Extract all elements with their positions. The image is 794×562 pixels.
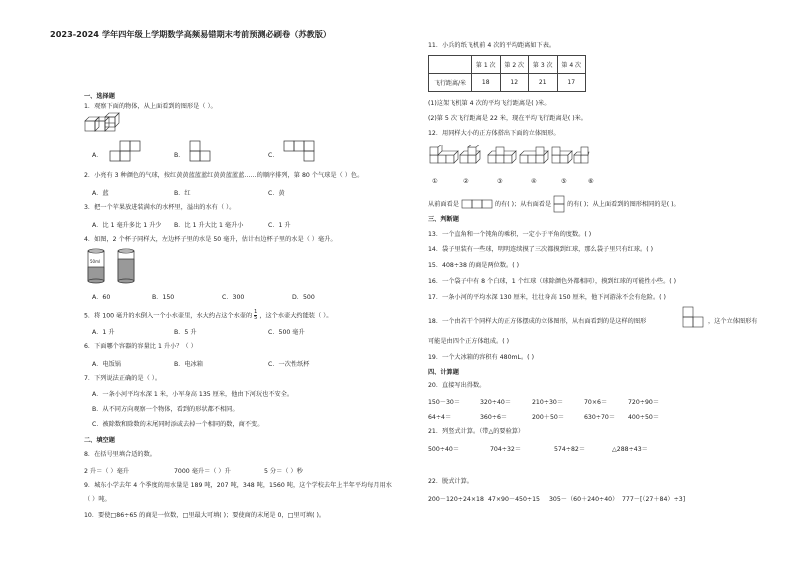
question-11-part-1: (1)这架飞机第 4 次的平均飞行距离是( )米。 (428, 100, 551, 107)
question-2: 2．小亮有 3 种颜色的气球，按红黄黄蓝蓝蓝红黄黄蓝蓝蓝……的顺序排列，第 80 个气球是（ ）色。 (84, 172, 364, 179)
question-4: 4．如图，2 个杯子同样大，左边杯子里的水是 50 毫升，估计右边杯子里的水是（ ）毫升。 (84, 236, 337, 243)
q5-denominator: 5 (254, 315, 258, 321)
table-row (429, 74, 586, 92)
question-15: 15．408÷38 的商是两位数。( ) (428, 262, 520, 269)
q20-item[interactable]: 70×6＝ (584, 399, 608, 406)
q8-blank-2[interactable]: 7000 毫升＝（ ）升 (174, 468, 231, 475)
question-12: 12．用同样大小的正方体搭出下面的立体图形。 (428, 130, 560, 137)
q1-option-a-shape (108, 140, 148, 162)
question-8: 8．在括号里填合适的数。 (84, 451, 156, 458)
table-header-row (429, 56, 586, 74)
q20-item[interactable]: 150－30＝ (428, 399, 461, 406)
q1-option-c[interactable]: C． (268, 152, 279, 159)
q12-front-view-shape (461, 199, 493, 209)
question-9: 9．城东小学去年 4 个季度的用水量是 189 吨，207 吨，348 吨，1560 吨，这个学校去年上半年平均每月用水 (84, 482, 392, 489)
q12-label-3: ③ (497, 178, 503, 185)
question-5 (84, 310, 332, 321)
question-19: 19．一个大冰箱的容积有 480mL。( ) (428, 354, 534, 361)
q5-option-c[interactable]: C．500 毫升 (268, 329, 305, 336)
q20-item[interactable]: 210÷30＝ (532, 399, 564, 406)
q20-item[interactable]: 320÷40＝ (480, 399, 512, 406)
question-22: 22．脱式计算。 (428, 478, 473, 485)
q3-option-c[interactable]: C．1 升 (268, 222, 291, 229)
q5-text: 5．将 100 毫升的水倒入一个小水壶里，水大约占这个水壶的 (84, 312, 253, 320)
question-7: 7．下列说法正确的是（ ）。 (84, 375, 162, 382)
q5-tail: ，这个水壶大约能装（ ）。 (259, 312, 333, 320)
q7-option-b[interactable]: B．从不同方向观察一个物体，看到的形状都不相同。 (92, 406, 239, 413)
table-cell: 17 (557, 74, 586, 92)
q20-item[interactable]: 360÷6＝ (480, 414, 508, 421)
q20-item[interactable]: 630÷70＝ (584, 414, 616, 421)
section-fill-heading: 二、填空题 (84, 437, 115, 444)
q6-option-c[interactable]: C．一次性纸杯 (268, 361, 310, 368)
q8-blank-3[interactable]: 5 分＝（ ）秒 (264, 468, 303, 475)
q18-text: 18．一个由若干个同样大的正方体摆成的立体图形，从右面看到的是这样的图形 (428, 318, 647, 325)
q8-blank-1[interactable]: 2 升＝（ ）毫升 (84, 468, 129, 475)
section-judge-heading: 三、判断题 (428, 216, 459, 223)
question-16: 16．一个袋子中有 8 个白球，1 个红球（球除颜色外都相同），摸到红球的可能性小些。( ) (428, 278, 677, 285)
table-header-cell (429, 56, 472, 74)
table-cell: 21 (529, 74, 558, 92)
q12-label-4: ④ (531, 178, 537, 185)
q2-option-b[interactable]: B．红 (174, 190, 191, 197)
q4-option-c[interactable]: C．300 (222, 294, 245, 301)
q5-numerator: 1 (254, 309, 258, 315)
q21-item[interactable]: 704÷32＝ (490, 446, 522, 453)
q4-option-a[interactable]: A．60 (92, 294, 111, 301)
q20-item[interactable]: 720÷90＝ (628, 399, 660, 406)
q6-option-a[interactable]: A．电饭锅 (92, 361, 121, 368)
question-11-part-2: (2)第 5 次飞行距离是 22 米，现在平均飞行距离是( )米。 (428, 115, 587, 122)
table-cell: 12 (500, 74, 529, 92)
q12-answer-line (428, 195, 680, 213)
q6-option-b[interactable]: B．电冰箱 (174, 361, 203, 368)
question-13: 13．一个直角和一个钝角的乘积，一定小于平角的度数。( ) (428, 231, 592, 238)
flight-distance-table (428, 55, 586, 92)
q12-right-view-shape (553, 195, 565, 213)
table-row-label: 飞行距离/米 (429, 74, 472, 92)
question-21: 21．列竖式计算。（带△的要验算） (428, 428, 525, 435)
q1-option-a[interactable]: A． (92, 152, 103, 159)
q7-option-c[interactable]: C．被除数和除数的末尾同时添或去掉一个相同的数，商不变。 (92, 421, 264, 428)
q22-item[interactable]: 305－（60＋240÷40） (549, 496, 619, 503)
q20-item[interactable]: 64÷4＝ (428, 414, 452, 421)
q12-cube-figures (428, 145, 590, 177)
table-header-cell: 第 4 次 (557, 56, 586, 74)
q21-item[interactable]: 574÷82＝ (554, 446, 586, 453)
question-10: 10．要使□86÷65 的商是一位数，□里最大可填( )；要使商的末尾是 0，□里可填( )。 (84, 512, 326, 519)
question-18 (428, 318, 646, 326)
table-header-cell: 第 3 次 (529, 56, 558, 74)
q5-option-b[interactable]: B．5 升 (174, 329, 197, 336)
q3-option-a[interactable]: A．比 1 毫升多比 1 升少 (92, 222, 162, 229)
q2-option-a[interactable]: A．蓝 (92, 190, 109, 197)
question-20: 20．直接写出得数。 (428, 382, 486, 389)
q22-item[interactable]: 47×90－450÷15 (488, 496, 540, 503)
section-calc-heading: 四、计算题 (428, 369, 459, 376)
table-cell: 18 (472, 74, 501, 92)
q1-option-b-shape (188, 140, 222, 162)
question-3: 3．把一个苹果放进装满水的水杯里，溢出的水有（ ）。 (84, 204, 236, 211)
table-header-cell: 第 1 次 (472, 56, 501, 74)
q12-front-text: 从前面看是 (428, 201, 459, 208)
question-17: 17．一条小河的平均水深 130 厘米，壮壮身高 150 厘米，他下河游泳不会有危险。( ) (428, 294, 666, 301)
q21-item[interactable]: △288÷43＝ (612, 446, 648, 453)
question-14: 14．袋子里装有一些球，明明连续摸了三次都摸到红球，那么袋子里只有红球。( ) (428, 246, 654, 253)
q9-blank[interactable]: （ ）吨。 (84, 496, 111, 503)
q12-label-6: ⑥ (588, 178, 594, 185)
q5-fraction (254, 310, 257, 321)
q18-right-view-shape (682, 306, 706, 330)
question-6: 6．下面哪个容器的容量比 1 升小？（ ） (84, 343, 197, 350)
q22-item[interactable]: 200－120÷24×18 (428, 496, 484, 503)
q21-item[interactable]: 500÷40＝ (428, 446, 460, 453)
q3-option-b[interactable]: B．比 1 升大比 1 毫升小 (174, 222, 244, 229)
q12-label-1: ① (432, 178, 438, 185)
q1-option-b[interactable]: B． (174, 152, 185, 159)
q1-cube-object-figure (84, 112, 128, 134)
q1-option-c-shape (282, 140, 322, 162)
question-11: 11．小兵的纸飞机前 4 次的平均距离如下表。 (428, 42, 556, 49)
section-choice-heading: 一、选择题 (84, 93, 115, 100)
q5-option-a[interactable]: A．1 升 (92, 329, 115, 336)
q22-item[interactable]: 777－[（27＋84）÷3] (622, 496, 686, 503)
q12-top-text: 的有( )；从上面看到的图形相同的是( )。 (567, 201, 680, 208)
q18-tail: ，这个立体图形有 (708, 318, 758, 325)
question-1: 1．观察下面的物体，从上面看到的图形是（ ）。 (84, 103, 217, 110)
table-header-cell: 第 2 次 (500, 56, 529, 74)
q4-option-d[interactable]: D．500 (292, 294, 315, 301)
exam-title: 2023-2024 学年四年级上学期数学高频易错期末考前预测必刷卷（苏教版） (50, 29, 332, 39)
q20-item[interactable]: 400÷50＝ (628, 414, 660, 421)
q7-option-a[interactable]: A．一条小河平均水深 1 米，小军身高 135 厘米，他由下河玩也不安全。 (92, 391, 294, 398)
q20-item[interactable]: 200＋50＝ (532, 414, 565, 421)
q2-option-c[interactable]: C．黄 (268, 190, 285, 197)
q12-label-2: ② (463, 178, 469, 185)
cup-label: 50ml (90, 259, 101, 264)
q18-continued: 可能是由四个正方体组成。( ) (428, 338, 510, 345)
q4-option-b[interactable]: B．150 (152, 294, 175, 301)
q12-label-5: ⑤ (561, 178, 567, 185)
q12-right-text: 的有( )；从右面看是 (494, 201, 552, 208)
q4-cups-figure (86, 247, 142, 285)
